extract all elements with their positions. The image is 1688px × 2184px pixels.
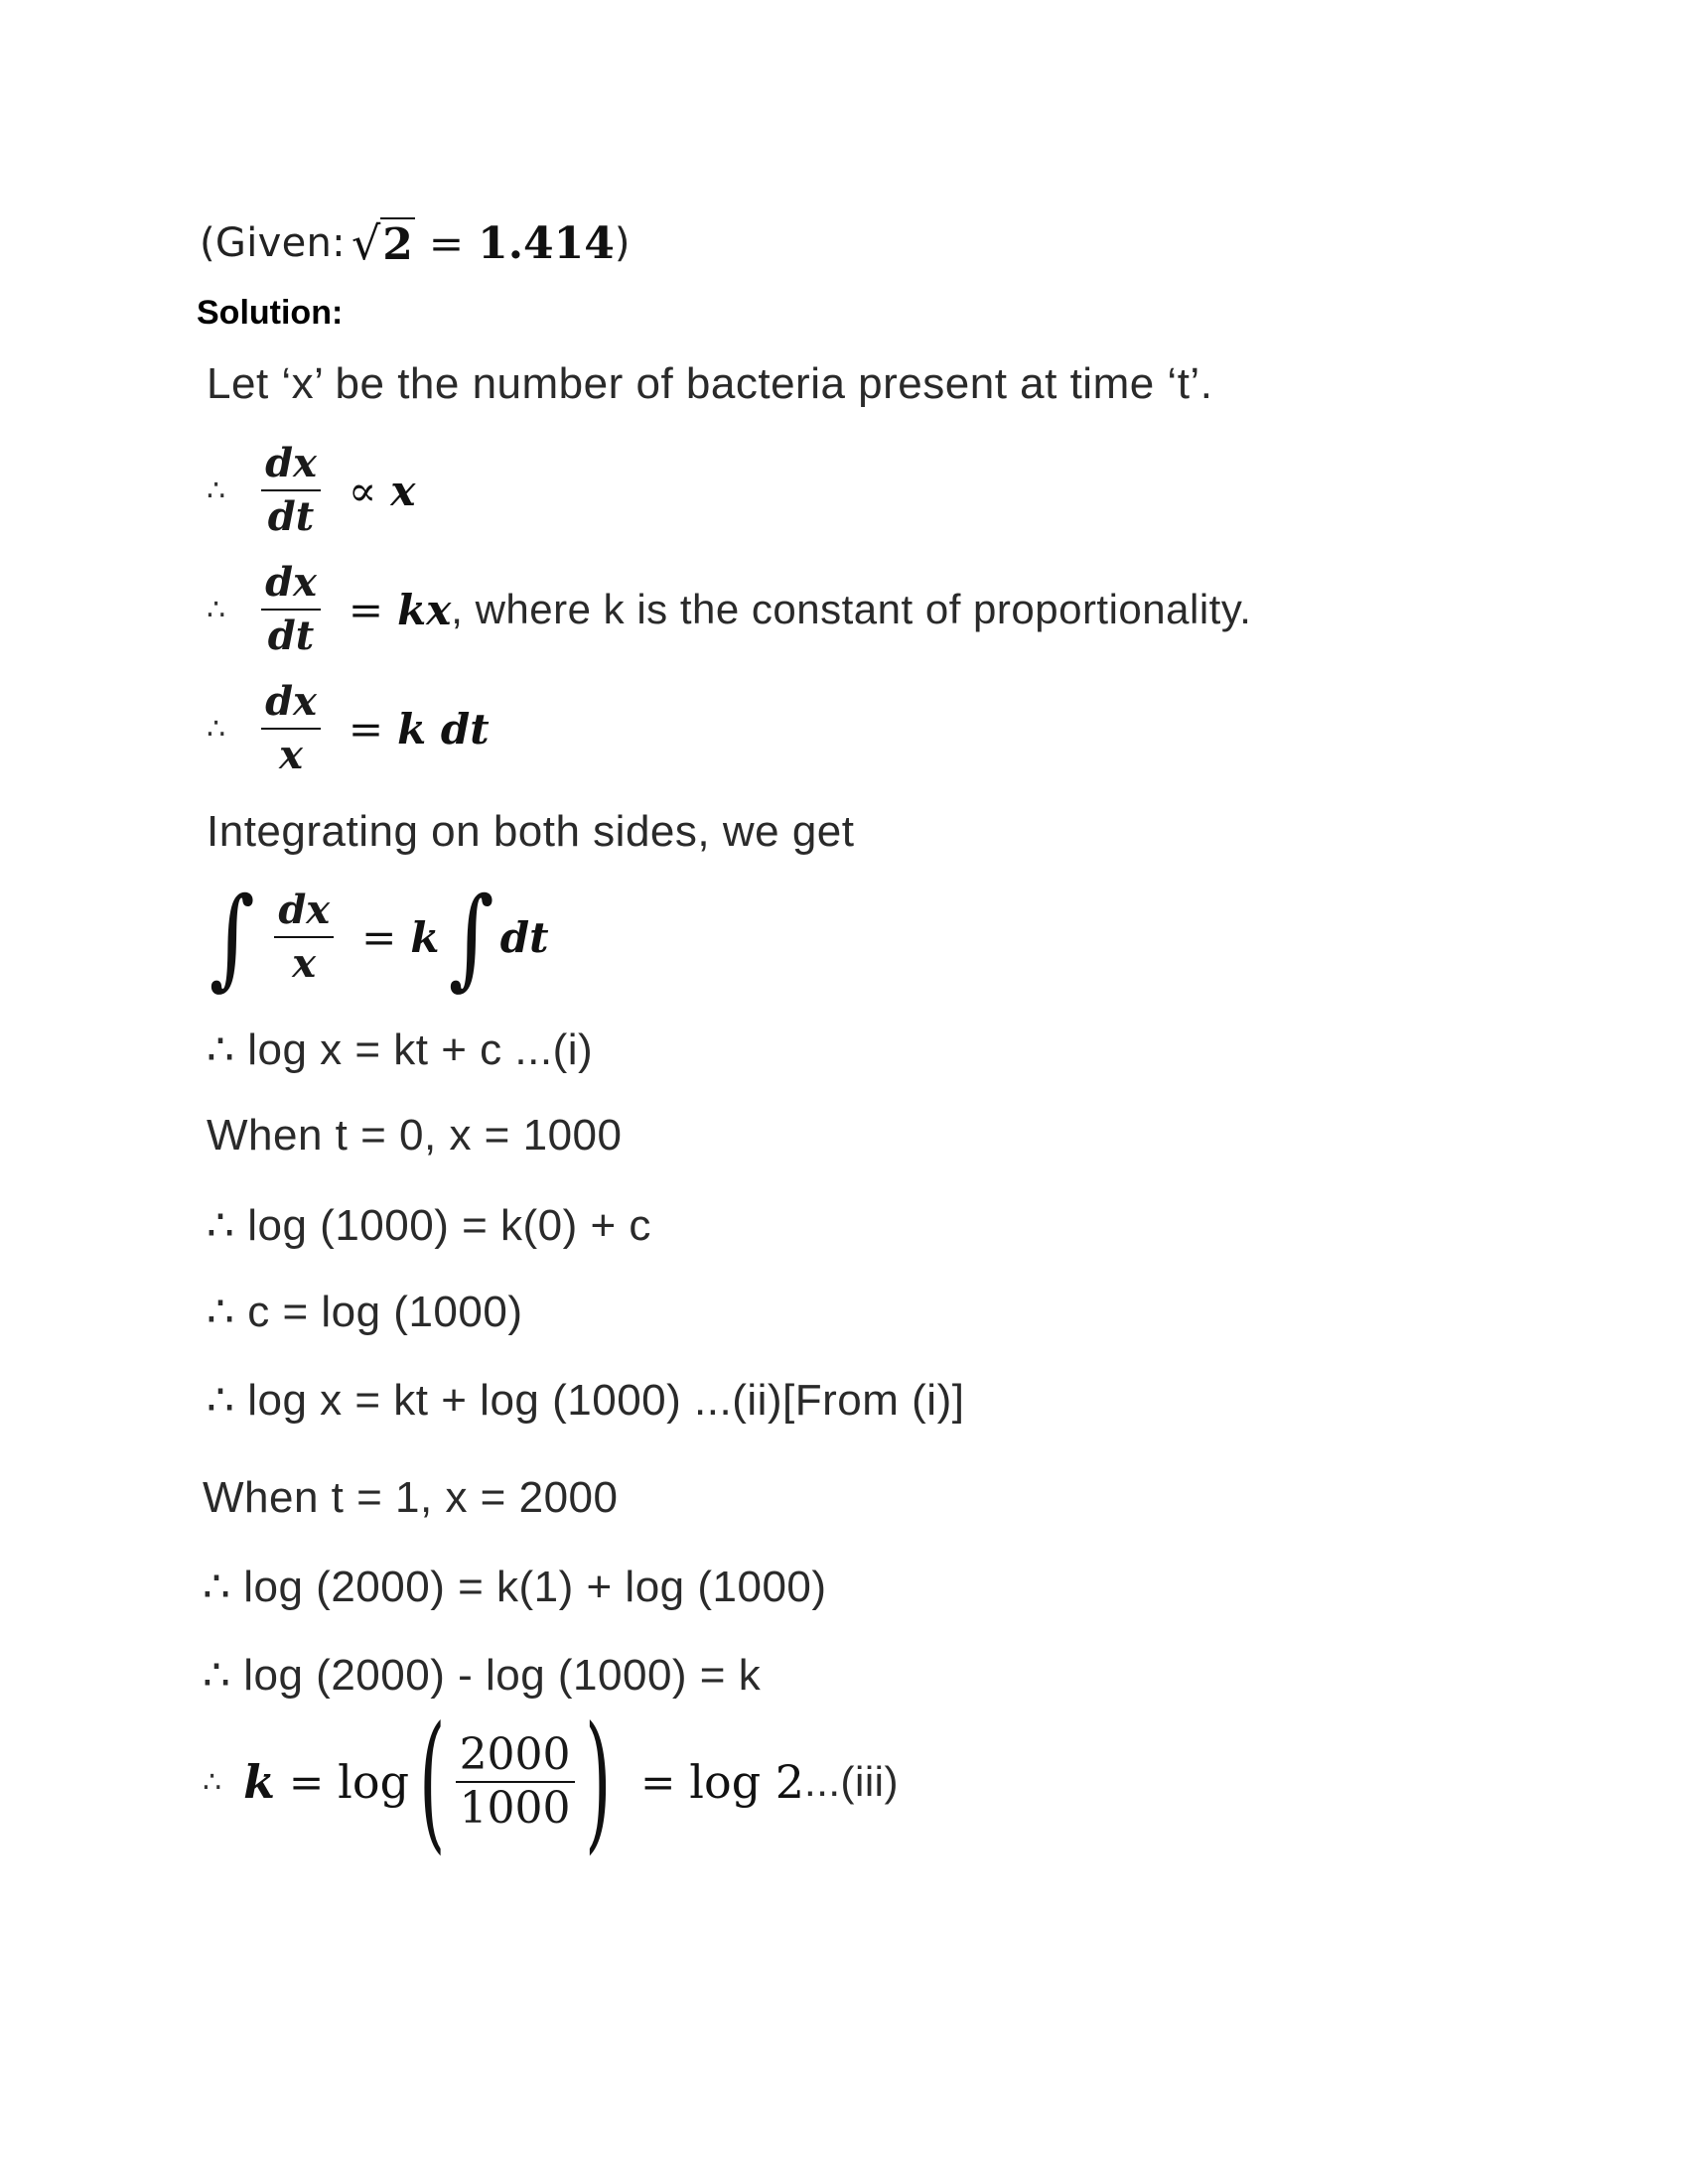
separated-equation bbox=[207, 667, 490, 790]
initial-condition-t0: When t = 0, x = 1000 bbox=[207, 1111, 623, 1160]
solution-heading: Solution: bbox=[197, 294, 344, 332]
k-difference: ∴ log (2000) - log (1000) = k bbox=[203, 1651, 762, 1700]
rhs-dt: dt bbox=[499, 912, 549, 962]
numerator: dx bbox=[265, 678, 317, 725]
equation-tag-iii: ...(iii) bbox=[804, 1758, 900, 1805]
therefore-symbol: ∴ bbox=[207, 592, 226, 627]
left-paren: ( bbox=[419, 1696, 446, 1868]
therefore-symbol: ∴ bbox=[207, 473, 226, 508]
substitution-t1: ∴ log (2000) = k(1) + log (1000) bbox=[203, 1563, 827, 1611]
k-final-equation bbox=[203, 1696, 900, 1868]
numerator: dx bbox=[278, 887, 331, 933]
denominator: 1000 bbox=[459, 1783, 571, 1834]
given-statement bbox=[200, 216, 631, 270]
denominator: x bbox=[279, 732, 303, 778]
given-value: 1.414 bbox=[478, 217, 615, 269]
numerator: dx bbox=[265, 559, 317, 606]
fraction-dx-dt bbox=[261, 438, 321, 543]
equals-sign: = bbox=[348, 704, 384, 753]
constant-explanation: , where k is the constant of proportionality. bbox=[451, 586, 1252, 632]
given-suffix: ) bbox=[614, 220, 631, 266]
rate-equation bbox=[207, 548, 1251, 671]
integral-sign: ∫ bbox=[449, 874, 495, 1001]
given-prefix: (Given: bbox=[200, 220, 346, 266]
right-paren: ) bbox=[584, 1696, 611, 1868]
integral-sign: ∫ bbox=[209, 874, 255, 1001]
sqrt-symbol: √ bbox=[351, 216, 381, 270]
therefore-symbol: ∴ bbox=[207, 711, 226, 747]
fraction-dx-dt bbox=[261, 557, 321, 662]
k-variable: k bbox=[243, 1755, 275, 1809]
denominator: dt bbox=[267, 493, 315, 540]
proportional-symbol: ∝ bbox=[348, 466, 377, 515]
equation-i: ∴ log x = kt + c ...(i) bbox=[207, 1025, 594, 1074]
constant-k: k bbox=[410, 912, 440, 962]
numerator: dx bbox=[265, 440, 317, 486]
integrating-statement: Integrating on both sides, we get bbox=[207, 807, 855, 856]
numerator: 2000 bbox=[459, 1729, 571, 1780]
log-function: log bbox=[338, 1755, 410, 1809]
fraction-2000-1000 bbox=[456, 1729, 575, 1835]
equation-ii: ∴ log x = kt + log (1000) ...(ii)[From (i)] bbox=[207, 1376, 965, 1425]
equals-sign: = bbox=[361, 912, 397, 962]
equals-sign: = bbox=[428, 218, 465, 268]
denominator: dt bbox=[267, 613, 315, 659]
denominator: x bbox=[292, 940, 317, 987]
rhs-variable: x bbox=[390, 466, 416, 515]
sqrt-radicand: 2 bbox=[382, 218, 413, 270]
definition-line: Let ‘x’ be the number of bacteria present at time ‘t’. bbox=[207, 359, 1213, 408]
integral-equation bbox=[204, 874, 549, 1001]
therefore-symbol: ∴ bbox=[203, 1764, 222, 1800]
constant-c-value: ∴ c = log (1000) bbox=[207, 1288, 523, 1336]
substitution-t0: ∴ log (1000) = k(0) + c bbox=[207, 1201, 651, 1250]
equals-sign: = bbox=[288, 1757, 325, 1807]
equals-sign: = bbox=[348, 585, 384, 634]
rhs-expression: k dt bbox=[397, 704, 490, 753]
log-result: log 2 bbox=[689, 1755, 805, 1809]
proportionality-equation bbox=[207, 429, 415, 552]
fraction-dx-x bbox=[261, 676, 321, 781]
condition-t1: When t = 1, x = 2000 bbox=[203, 1473, 619, 1522]
fraction-dx-x bbox=[274, 885, 334, 990]
equals-sign: = bbox=[640, 1757, 676, 1807]
rhs-expression: kx bbox=[397, 585, 452, 634]
